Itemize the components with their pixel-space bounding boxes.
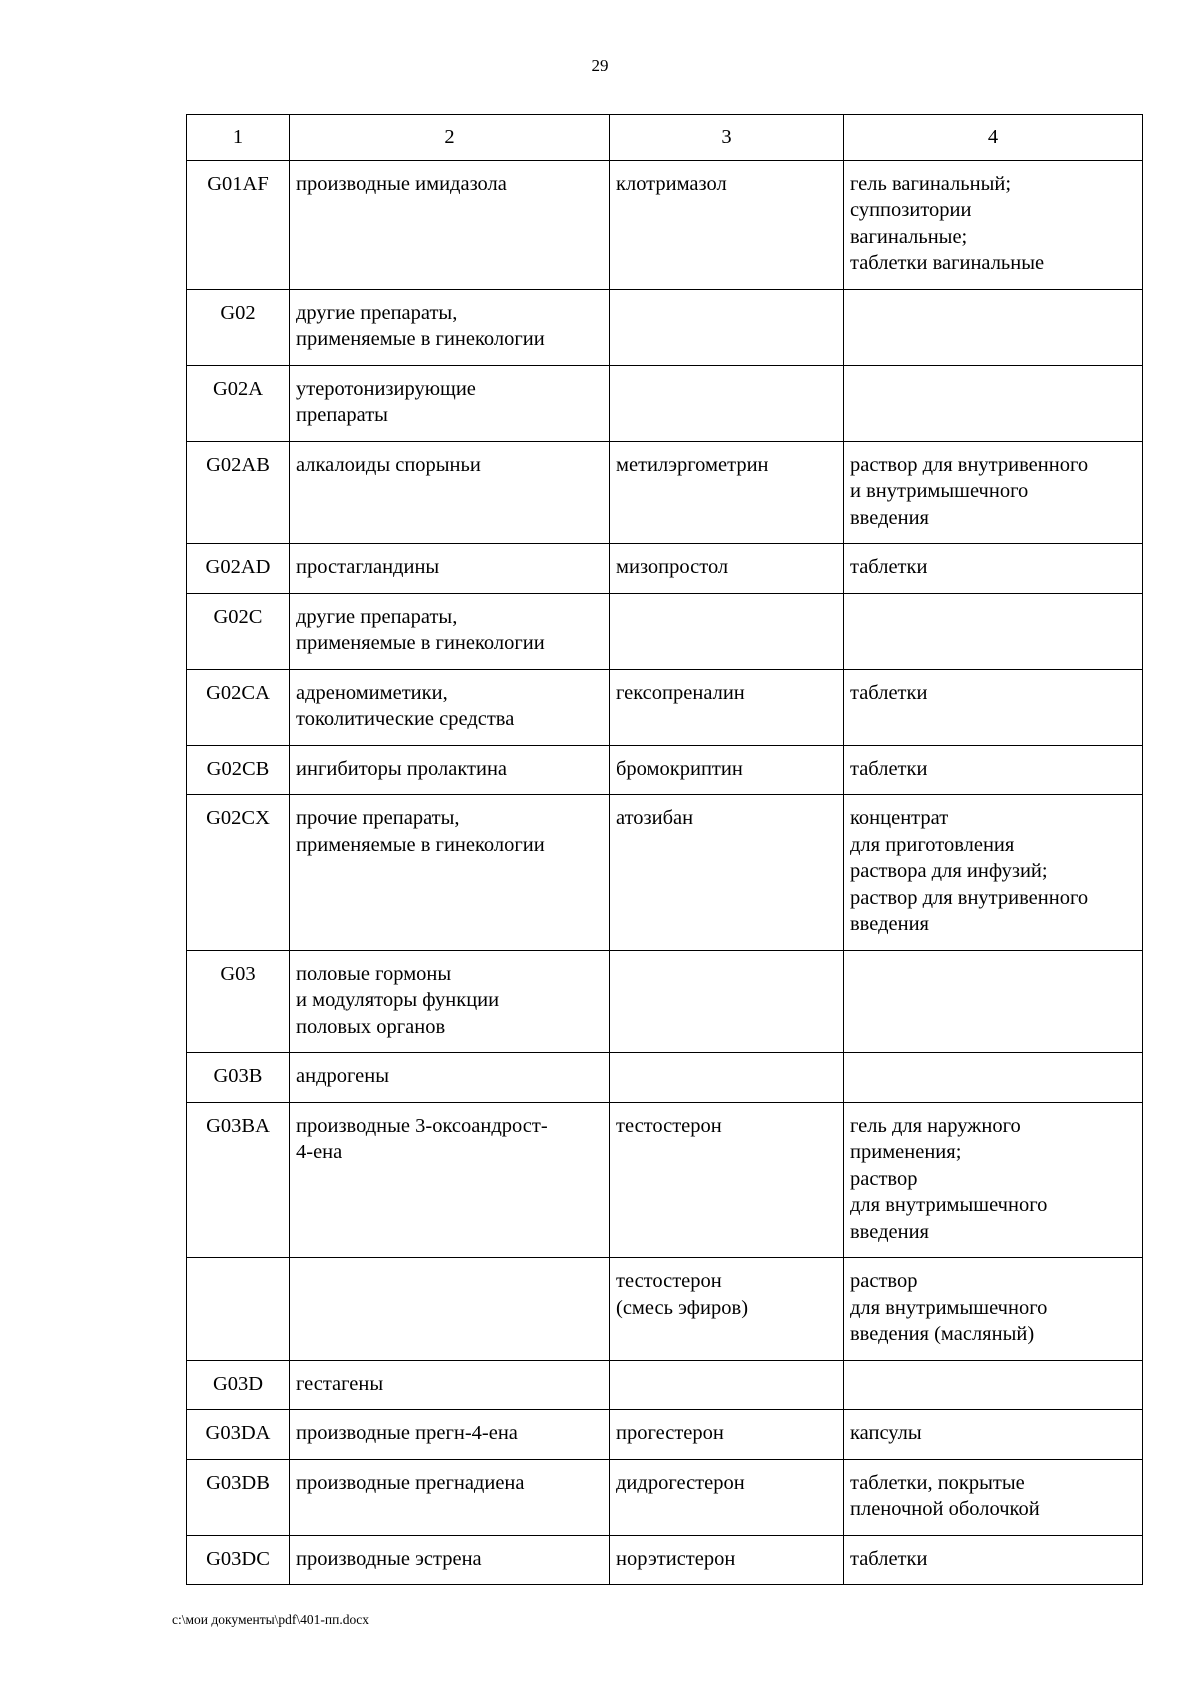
column-header-form: 4 <box>844 115 1143 161</box>
dosage-form-cell: таблетки <box>844 669 1143 745</box>
substance-cell: прогестерон <box>610 1410 844 1460</box>
group-cell: гестагены <box>290 1360 610 1410</box>
atc-code-cell: G02CA <box>187 669 290 745</box>
substance-cell <box>610 289 844 365</box>
atc-code-cell: G03BA <box>187 1102 290 1258</box>
dosage-form-cell <box>844 365 1143 441</box>
column-header-group: 2 <box>290 115 610 161</box>
dosage-form-cell <box>844 1053 1143 1103</box>
group-cell: другие препараты, применяемые в гинекологии <box>290 289 610 365</box>
dosage-form-cell: раствор для внутримышечного введения (масляный) <box>844 1258 1143 1361</box>
atc-code-cell: G03DA <box>187 1410 290 1460</box>
table-row <box>187 1360 1143 1410</box>
dosage-form-cell: гель вагинальный; суппозитории вагинальные; таблетки вагинальные <box>844 160 1143 289</box>
table-row <box>187 289 1143 365</box>
group-cell: ингибиторы пролактина <box>290 745 610 795</box>
table-body <box>187 160 1143 1585</box>
atc-code-cell: G03DC <box>187 1535 290 1585</box>
group-cell: алкалоиды спорыньи <box>290 441 610 544</box>
atc-code-cell: G02AB <box>187 441 290 544</box>
table-row <box>187 1459 1143 1535</box>
atc-code-cell: G03 <box>187 950 290 1053</box>
atc-code-cell: G02A <box>187 365 290 441</box>
atc-code-cell: G02AD <box>187 544 290 594</box>
table-row <box>187 544 1143 594</box>
atc-code-cell: G03DB <box>187 1459 290 1535</box>
table-row <box>187 1102 1143 1258</box>
group-cell: производные прегнадиена <box>290 1459 610 1535</box>
atc-code-cell <box>187 1258 290 1361</box>
drug-table <box>186 114 1143 1585</box>
dosage-form-cell <box>844 289 1143 365</box>
substance-cell <box>610 950 844 1053</box>
dosage-form-cell: раствор для внутривенного и внутримышечного введения <box>844 441 1143 544</box>
atc-code-cell: G03B <box>187 1053 290 1103</box>
table-row <box>187 365 1143 441</box>
dosage-form-cell: таблетки, покрытые пленочной оболочкой <box>844 1459 1143 1535</box>
table-row <box>187 160 1143 289</box>
table-row <box>187 795 1143 951</box>
atc-code-cell: G02CB <box>187 745 290 795</box>
table-row <box>187 593 1143 669</box>
table-row <box>187 745 1143 795</box>
substance-cell <box>610 1360 844 1410</box>
table-row <box>187 441 1143 544</box>
substance-cell: бромокриптин <box>610 745 844 795</box>
substance-cell: атозибан <box>610 795 844 951</box>
group-cell: производные 3-оксоандрост- 4-ена <box>290 1102 610 1258</box>
substance-cell: гексопреналин <box>610 669 844 745</box>
atc-code-cell: G02CX <box>187 795 290 951</box>
dosage-form-cell: таблетки <box>844 745 1143 795</box>
dosage-form-cell <box>844 1360 1143 1410</box>
atc-code-cell: G02 <box>187 289 290 365</box>
dosage-form-cell: таблетки <box>844 544 1143 594</box>
substance-cell: мизопростол <box>610 544 844 594</box>
group-cell <box>290 1258 610 1361</box>
table-row <box>187 1410 1143 1460</box>
group-cell: производные эстрена <box>290 1535 610 1585</box>
substance-cell: тестостерон (смесь эфиров) <box>610 1258 844 1361</box>
group-cell: адреномиметики, токолитические средства <box>290 669 610 745</box>
dosage-form-cell: капсулы <box>844 1410 1143 1460</box>
dosage-form-cell: гель для наружного применения; раствор для внутримышечного введения <box>844 1102 1143 1258</box>
column-header-code: 1 <box>187 115 290 161</box>
substance-cell <box>610 1053 844 1103</box>
atc-code-cell: G02C <box>187 593 290 669</box>
column-header-substance: 3 <box>610 115 844 161</box>
table-row <box>187 1053 1143 1103</box>
atc-code-cell: G03D <box>187 1360 290 1410</box>
group-cell: производные прегн-4-ена <box>290 1410 610 1460</box>
substance-cell <box>610 365 844 441</box>
group-cell: утеротонизирующие препараты <box>290 365 610 441</box>
page-number: 29 <box>591 56 609 75</box>
dosage-form-cell <box>844 950 1143 1053</box>
atc-code-cell: G01AF <box>187 160 290 289</box>
group-cell: другие препараты, применяемые в гинекологии <box>290 593 610 669</box>
group-cell: андрогены <box>290 1053 610 1103</box>
dosage-form-cell: концентрат для приготовления раствора для инфузий; раствор для внутривенного введения <box>844 795 1143 951</box>
table-row <box>187 669 1143 745</box>
table-header-row <box>187 115 1143 161</box>
dosage-form-cell: таблетки <box>844 1535 1143 1585</box>
substance-cell: дидрогестерон <box>610 1459 844 1535</box>
group-cell: производные имидазола <box>290 160 610 289</box>
group-cell: половые гормоны и модуляторы функции половых органов <box>290 950 610 1053</box>
group-cell: прочие препараты, применяемые в гинекологии <box>290 795 610 951</box>
substance-cell: метилэргометрин <box>610 441 844 544</box>
group-cell: простагландины <box>290 544 610 594</box>
substance-cell: клотримазол <box>610 160 844 289</box>
substance-cell <box>610 593 844 669</box>
dosage-form-cell <box>844 593 1143 669</box>
footer-file-path: c:\мои документы\pdf\401-пп.docx <box>172 1612 369 1627</box>
table-row <box>187 950 1143 1053</box>
substance-cell: тестостерон <box>610 1102 844 1258</box>
table-row <box>187 1535 1143 1585</box>
substance-cell: норэтистерон <box>610 1535 844 1585</box>
table-row <box>187 1258 1143 1361</box>
